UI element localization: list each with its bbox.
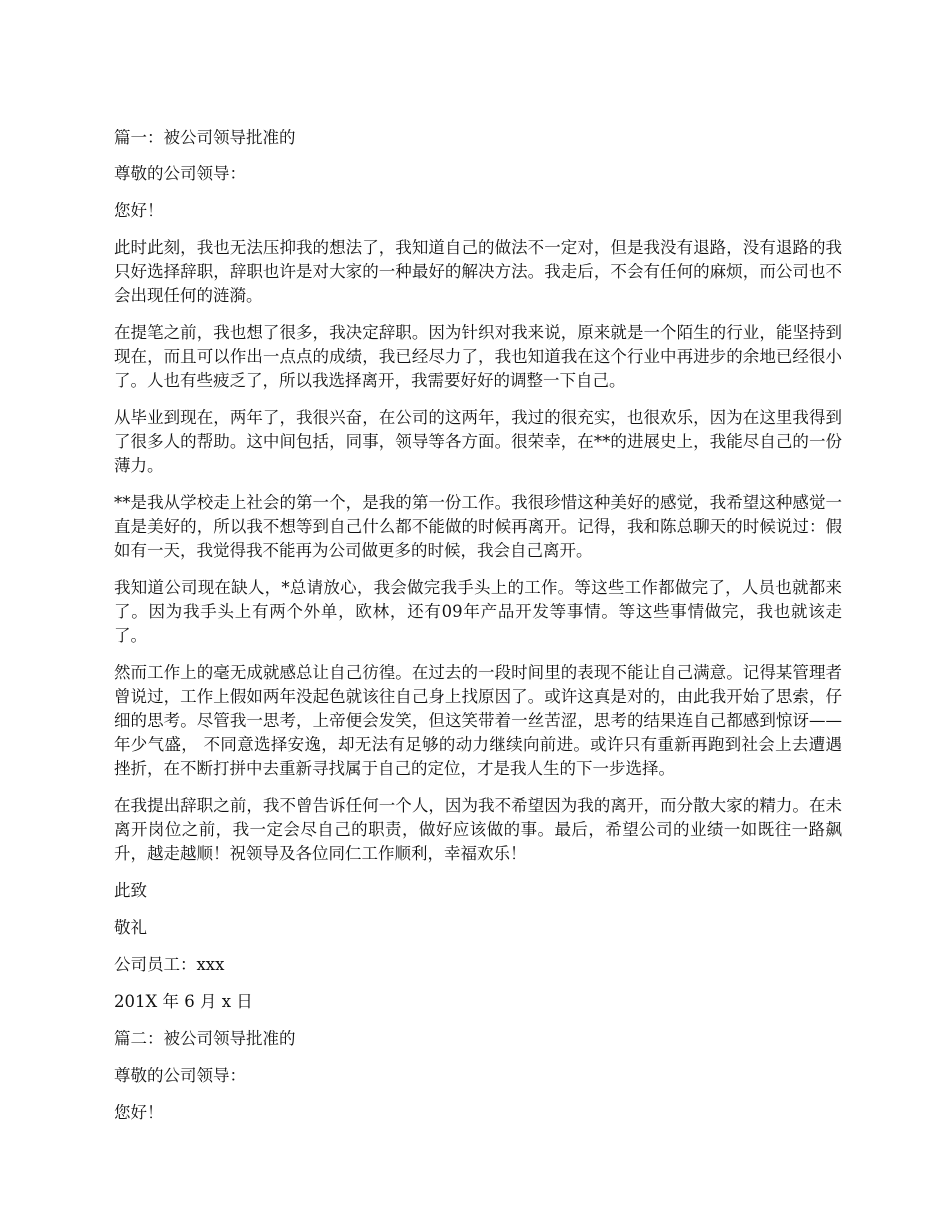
section-2-salutation: 尊敬的公司领导： <box>114 1066 246 1085</box>
section-1-paragraph-6: 然而工作上的毫无成就感总让自己彷徨。在过去的一段时间里的表现不能让自己满意。记得某管理者曾说过，工作上假如两年没起色就该往自己身上找原因了。或许这真是对的，由此我开始了思索，仔细的思考。尽管我一思考，上帝便会发笑，但这笑带着一丝苦涩，思考的结果连自己都感到惊讶——年少气盛， 不同意选择安逸，却无法有足够的动力继续向前进。或许只有重新再跑到社会上去遭遇挫折，在不断打拼中去重新寻找属于自己的定位，才是我人生的下一步选择。 <box>114 663 842 778</box>
closing-line-1: 此致 <box>114 881 147 900</box>
section-1-paragraph-3: 从毕业到现在，两年了，我很兴奋，在公司的这两年，我过的很充实，也很欢乐，因为在这里我得到了很多人的帮助。这中间包括，同事，领导等各方面。很荣幸，在**的进展史上，我能尽自己的一份薄力。 <box>114 408 842 475</box>
date-line: 201X 年 6 月 x 日 <box>114 992 253 1011</box>
section-1-paragraph-1: 此时此刻，我也无法压抑我的想法了，我知道自己的做法不一定对，但是我没有退路，没有退路的我只好选择辞职，辞职也许是对大家的一种最好的解决方法。我走后，不会有任何的麻烦，而公司也不会出现任何的涟漪。 <box>114 238 842 305</box>
section-2-title: 篇二：被公司领导批准的 <box>114 1029 296 1048</box>
section-1-greeting: 您好！ <box>114 201 164 220</box>
section-1-paragraph-4: **是我从学校走上社会的第一个，是我的第一份工作。我很珍惜这种美好的感觉，我希望这种感觉一直是美好的，所以我不想等到自己什么都不能做的时候再离开。记得，我和陈总聊天的时候说过：假如有一天，我觉得我不能再为公司做更多的时候，我会自己离开。 <box>114 493 842 560</box>
closing-line-2: 敬礼 <box>114 918 147 937</box>
section-1-title: 篇一：被公司领导批准的 <box>114 128 296 147</box>
section-1-paragraph-2: 在提笔之前，我也想了很多，我决定辞职。因为针织对我来说，原来就是一个陌生的行业，能坚持到现在，而且可以作出一点点的成绩，我已经尽力了，我也知道我在这个行业中再进步的余地已经很小了。人也有些疲乏了，所以我选择离开，我需要好好的调整一下自己。 <box>114 323 842 390</box>
document-page <box>114 126 842 1186</box>
section-1-paragraph-5: 我知道公司现在缺人，*总请放心，我会做完我手头上的工作。等这些工作都做完了，人员也就都来了。因为我手头上有两个外单，欧林，还有09年产品开发等事情。等这些事情做完，我也就该走了。 <box>114 578 842 645</box>
section-2-greeting: 您好！ <box>114 1103 164 1122</box>
section-1-salutation: 尊敬的公司领导： <box>114 164 246 183</box>
signature-line: 公司员工：xxx <box>114 955 225 974</box>
section-1-paragraph-7: 在我提出辞职之前，我不曾告诉任何一个人，因为我不希望因为我的离开，而分散大家的精力。在未离开岗位之前，我一定会尽自己的职责，做好应该做的事。最后，希望公司的业绩一如既往一路飙升，越走越顺！祝领导及各位同仁工作顺利，幸福欢乐！ <box>114 796 842 863</box>
